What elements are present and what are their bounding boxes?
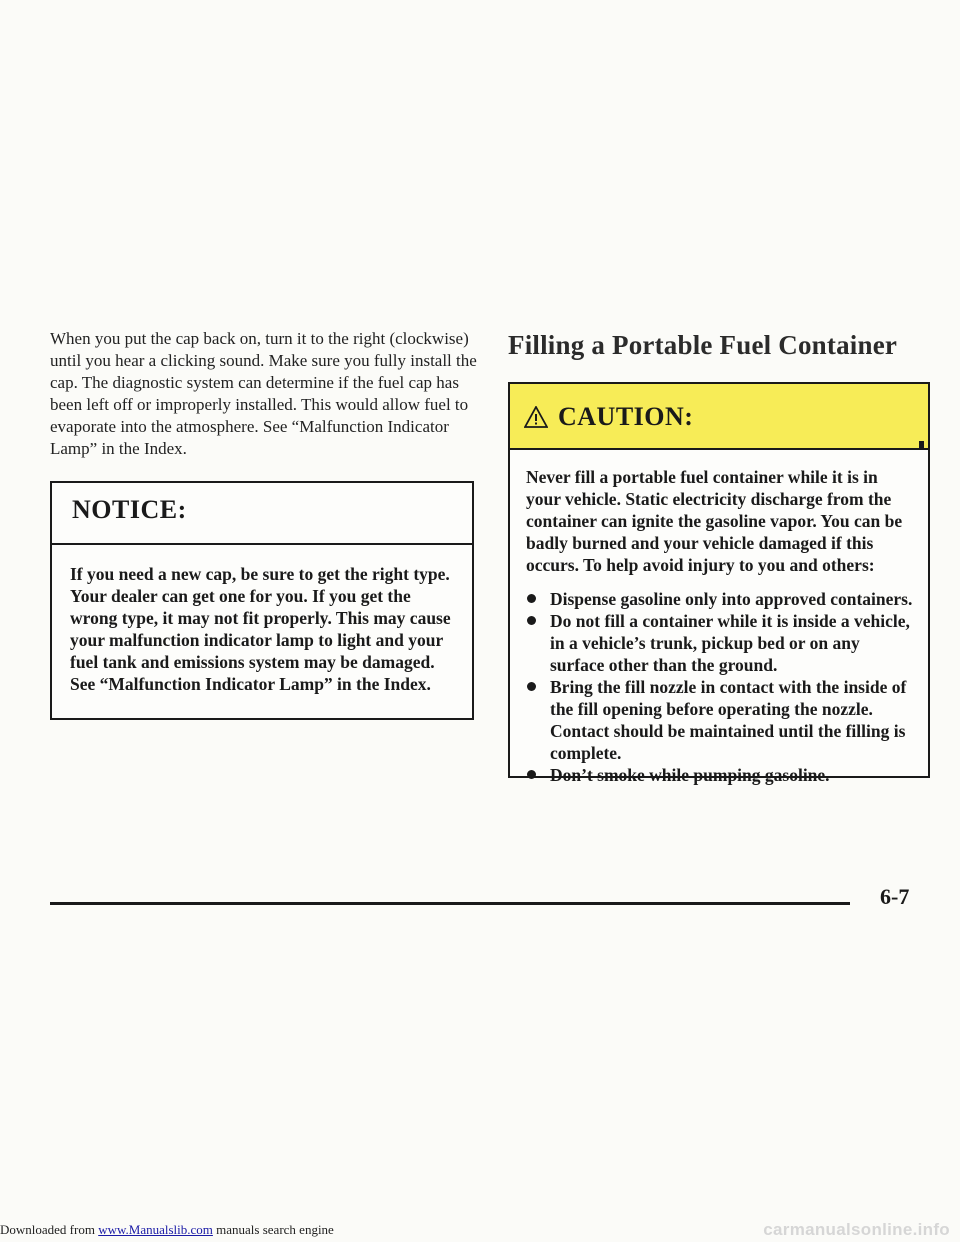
section-title: Filling a Portable Fuel Container [508,330,898,360]
page-rule [50,902,850,905]
footer-prefix: Downloaded from [0,1222,99,1237]
footer-suffix: manuals search engine [212,1222,334,1237]
caution-list-item: Do not fill a container while it is inside a vehicle, in a vehicle’s trunk, pickup bed or on any surface other than the ground. [526,610,914,676]
caution-list-item: Don’t smoke while pumping gasoline. [526,764,914,786]
left-column [50,328,480,460]
caution-corner-mark [919,441,924,448]
caution-list-item: Dispense gasoline only into approved containers. [526,588,914,610]
caution-title: CAUTION: [558,402,694,431]
caution-list [526,588,914,786]
notice-header [52,483,472,545]
page-number: 6-7 [880,884,910,909]
caution-list-item: Bring the fill nozzle in contact with the inside of the fill opening before operating the nozzle. Contact should be maintained until the filling is complete. [526,676,914,764]
caution-intro: Never fill a portable fuel container while it is in your vehicle. Static electricity discharge from the container can ignite the gasoline vapor. You can be badly burned and your vehicle damaged if this occurs. To help avoid injury to you and others: [526,467,903,575]
caution-title-wrap [524,402,693,432]
notice-body: If you need a new cap, be sure to get the right type. Your dealer can get one for you. If you get the wrong type, it may not fit properly. This may cause your malfunction indicator lamp to light and your fuel tank and emissions system may be damaged. See “Malfunction Indicator Lamp” in the Index. [70,564,451,694]
caution-box [508,382,930,785]
notice-box [50,481,474,720]
notice-title: NOTICE: [72,495,187,524]
warning-triangle-icon [524,406,548,428]
watermark: carmanualsonline.info [763,1220,950,1239]
intro-paragraph: When you put the cap back on, turn it to the right (clockwise) until you hear a clicking sound. Make sure you fully install the cap. The diagnostic system can determine if the fuel cap has been left off or improperly installed. This would allow fuel to evaporate into the atmosphere. See “Malfunction Indicator Lamp” in the Index. [50,329,477,458]
manualslib-link[interactable]: www.Manualslib.com [98,1222,213,1237]
download-footer [0,1222,334,1238]
caution-body [510,450,928,786]
caution-header [510,384,928,450]
